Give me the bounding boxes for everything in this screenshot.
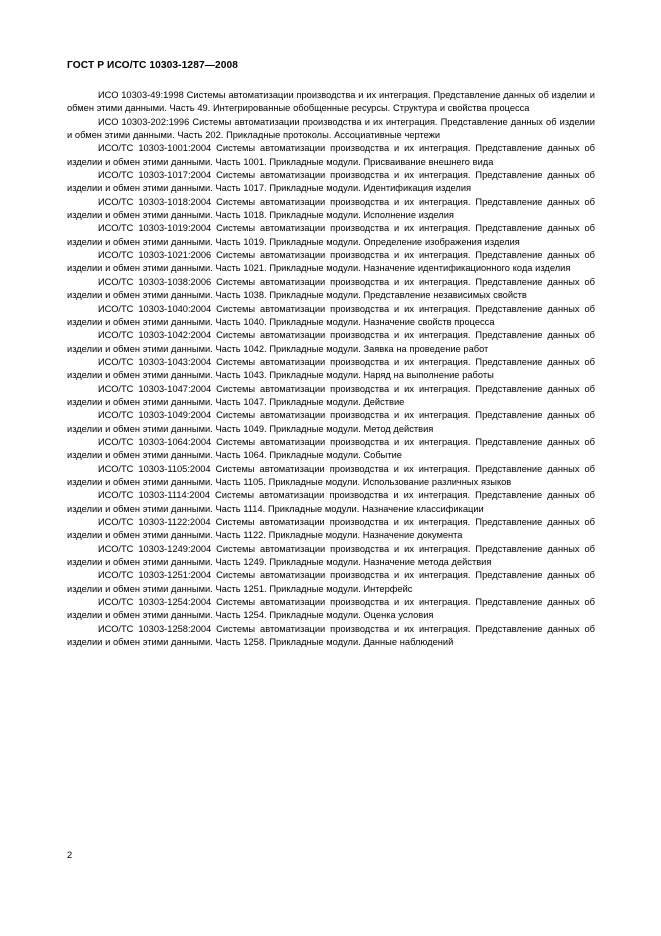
bibliography-entry: ИСО/ТС 10303-1064:2004 Системы автоматизации производства и их интеграция. Представление данных об изделии и обмен этими данными. Часть 1064. Прикладные модули. Событие <box>67 436 595 461</box>
bibliography-entry: ИСО/ТС 10303-1038:2006 Системы автоматизации производства и их интеграция. Представление данных об изделии и обмен этими данными. Часть 1038. Прикладные модули. Представление независимых свойств <box>67 276 595 301</box>
bibliography-entry: ИСО 10303-202:1996 Системы автоматизации производства и их интеграция. Представление данных об изделии и обмен этими данными. Часть 202. Прикладные протоколы. Ассоциативные чертежи <box>67 116 595 141</box>
page-number: 2 <box>67 850 73 860</box>
bibliography-entry: ИСО/ТС 10303-1254:2004 Системы автоматизации производства и их интеграция. Представление данных об изделии и обмен этими данными. Часть 1254. Прикладные модули. Оценка условия <box>67 597 595 621</box>
bibliography-entry: ИСО/ТС 10303-1258:2004 Системы автоматизации производства и их интеграция. Представление данных об изделии и обмен этими данными. Часть 1258. Прикладные модули. Данные наблюдений <box>67 623 595 648</box>
bibliography-entry: ИСО/ТС 10303-1042:2004 Системы автоматизации производства и их интеграция. Представление данных об изделии и обмен этими данными. Часть 1042. Прикладные модули. Заявка на проведение работ <box>67 330 595 354</box>
bibliography-entry: ИСО/ТС 10303-1043:2004 Системы автоматизации производства и их интеграция. Представление данных об изделии и обмен этими данными. Часть 1043. Прикладные модули. Наряд на выполнение работы <box>67 356 595 381</box>
bibliography-entry: ИСО/ТС 10303-1019:2004 Системы автоматизации производства и их интеграция. Представление данных об изделии и обмен этими данными. Часть 1019. Прикладные модули. Определение изображения изделия <box>67 223 595 247</box>
bibliography-entry: ИСО/ТС 10303-1122:2004 Системы автоматизации производства и их интеграция. Представление данных об изделии и обмен этими данными. Часть 1122. Прикладные модули. Назначение документа <box>67 517 595 541</box>
bibliography-entry: ИСО/ТС 10303-1251:2004 Системы автоматизации производства и их интеграция. Представление данных об изделии и обмен этими данными. Часть 1251. Прикладные модули. Интерфейс <box>67 570 595 594</box>
bibliography-entry: ИСО/ТС 10303-1114:2004 Системы автоматизации производства и их интеграция. Представление данных об изделии и обмен этими данными. Часть 1114. Прикладные модули. Назначение классификации <box>67 490 595 514</box>
bibliography-entry: ИСО/ТС 10303-1017:2004 Системы автоматизации производства и их интеграция. Представление данных об изделии и обмен этими данными. Часть 1017. Прикладные модули. Идентификация изделия <box>67 170 595 194</box>
bibliography-entry: ИСО/ТС 10303-1018:2004 Системы автоматизации производства и их интеграция. Представление данных об изделии и обмен этими данными. Часть 1018. Прикладные модули. Исполнение изделия <box>67 196 595 221</box>
bibliography-entry: ИСО/ТС 10303-1001:2004 Системы автоматизации производства и их интеграция. Представление данных об изделии и обмен этими данными. Часть 1001. Прикладные модули. Присваивание внешнего вида <box>67 143 595 167</box>
bibliography-entry: ИСО/ТС 10303-1040:2004 Системы автоматизации производства и их интеграция. Представление данных об изделии и обмен этими данными. Часть 1040. Прикладные модули. Назначение свойств процесса <box>67 303 595 327</box>
bibliography-entry: ИСО/ТС 10303-1021:2006 Системы автоматизации производства и их интеграция. Представление данных об изделии и обмен этими данными. Часть 1021. Прикладные модули. Назначение идентификационного кода изделия <box>67 250 595 274</box>
bibliography-entry: ИСО 10303-49:1998 Системы автоматизации производства и их интеграция. Представление данных об изделии и обмен этими данными. Часть 49. Интегрированные обобщенные ресурсы. Структура и свойства процесса <box>67 90 595 114</box>
bibliography-entry: ИСО/ТС 10303-1105:2004 Системы автоматизации производства и их интеграция. Представление данных об изделии и обмен этими данными. Часть 1105. Прикладные модули. Использование различных языков <box>67 463 595 487</box>
running-head: ГОСТ Р ИСО/ТС 10303-1287—2008 <box>67 60 239 71</box>
bibliography-entry: ИСО/ТС 10303-1047:2004 Системы автоматизации производства и их интеграция. Представление данных об изделии и обмен этими данными. Часть 1047. Прикладные модули. Действие <box>67 383 595 407</box>
bibliography-entry: ИСО/ТС 10303-1049:2004 Системы автоматизации производства и их интеграция. Представление данных об изделии и обмен этими данными. Часть 1049. Прикладные модули. Метод действия <box>67 410 595 434</box>
bibliography-entry: ИСО/ТС 10303-1249:2004 Системы автоматизации производства и их интеграция. Представление данных об изделии и обмен этими данными. Часть 1249. Прикладные модули. Назначение метода действия <box>67 543 595 568</box>
bibliography-list <box>67 89 595 649</box>
